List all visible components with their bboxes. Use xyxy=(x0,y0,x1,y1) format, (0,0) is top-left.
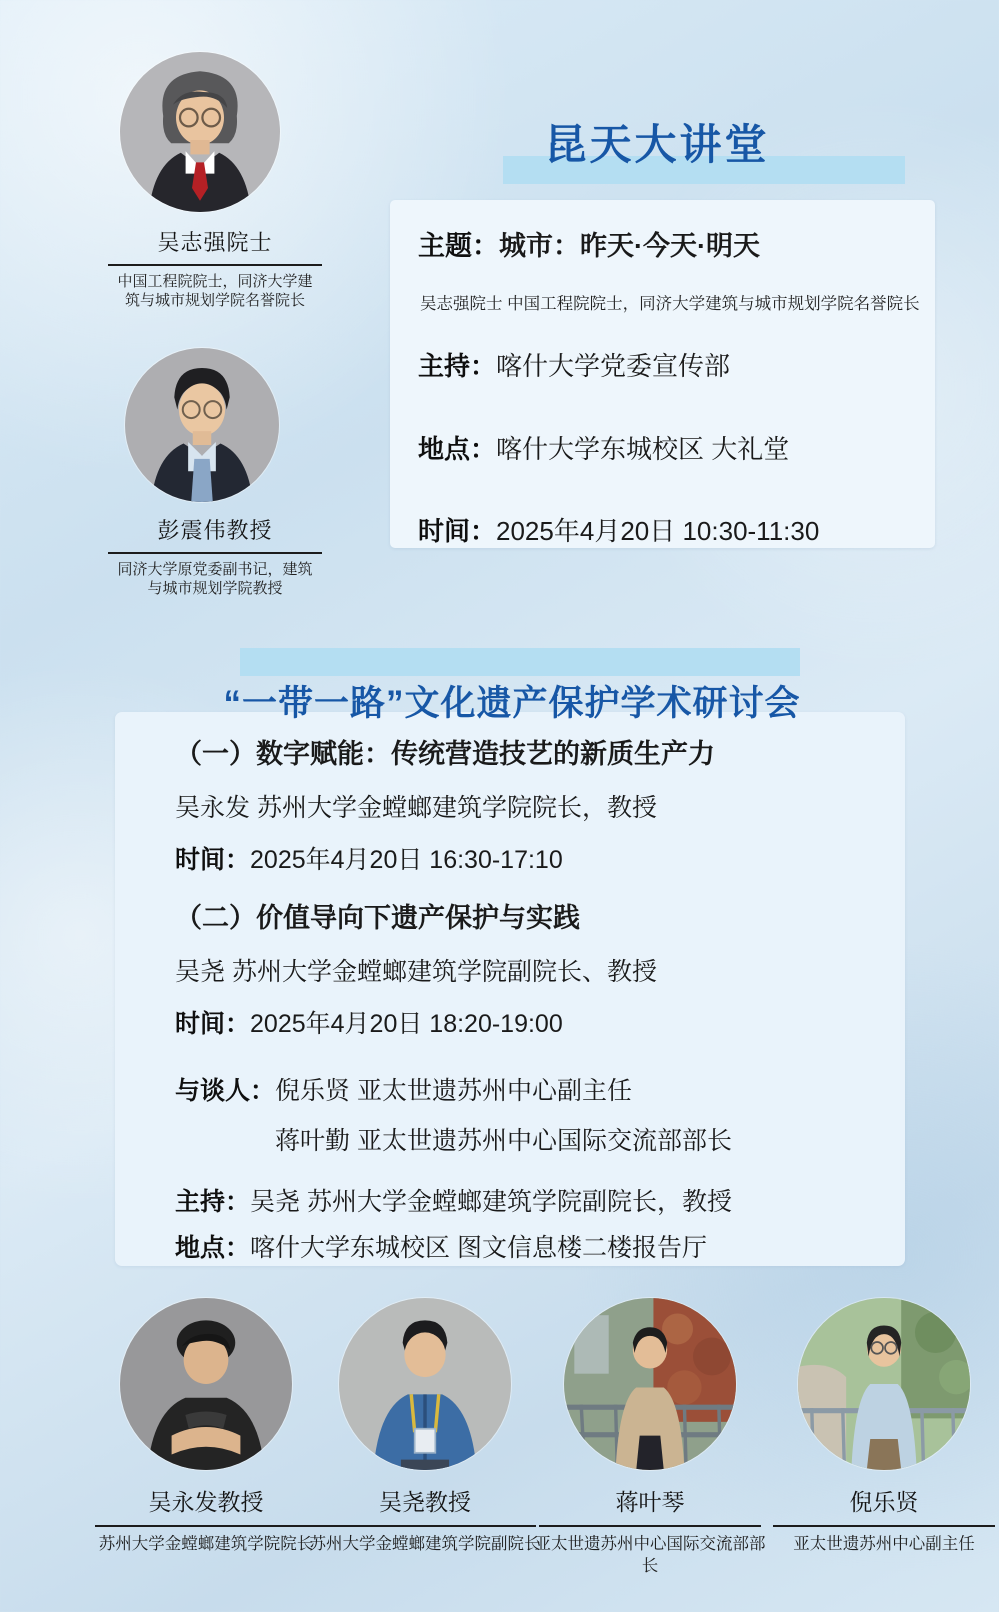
time-label: 时间： xyxy=(418,516,497,546)
speaker-card-wu-zhiqiang xyxy=(55,226,375,310)
time-label: 时间： xyxy=(175,1010,251,1038)
seminar-host-row xyxy=(175,1182,732,1218)
speaker-title-line2: 与城市规划学院教授 xyxy=(147,580,283,598)
topic-row xyxy=(418,224,760,263)
profile-card-wu-yao xyxy=(309,1298,541,1556)
profile-photo-jiang-yeqin xyxy=(564,1298,736,1470)
session1-speaker: 吴永发 苏州大学金螳螂建筑学院院长，教授 xyxy=(175,794,657,822)
panelists-label: 与谈人： xyxy=(175,1077,276,1105)
profile-title: 苏州大学金螳螂建筑学院院长 xyxy=(98,1535,314,1553)
topic-label: 主题： xyxy=(418,231,499,261)
time-value: 2025年4月20日 18:20-19:00 xyxy=(250,1010,563,1038)
profile-name: 倪乐贤 xyxy=(849,1489,919,1515)
profile-name: 吴永发教授 xyxy=(148,1489,264,1515)
speaker-name: 吴志强院士 xyxy=(157,230,273,255)
host-row xyxy=(418,346,730,383)
speaker-title-line2: 筑与城市规划学院名誉院长 xyxy=(124,292,305,310)
venue-label: 地点： xyxy=(418,434,497,464)
profile-card-ni-lexian xyxy=(768,1298,999,1556)
profile-card-wu-yongfa xyxy=(90,1298,322,1556)
time-row xyxy=(418,511,819,548)
venue-value: 喀什大学东城校区 大礼堂 xyxy=(496,434,790,464)
panelist-item: 倪乐贤 亚太世遗苏州中心副主任 xyxy=(275,1077,632,1105)
profile-title: 苏州大学金螳螂建筑学院副院长 xyxy=(309,1535,541,1553)
panelists-row xyxy=(175,1066,732,1166)
venue-row xyxy=(418,429,789,466)
divider-line xyxy=(539,1525,762,1527)
speaker-card-peng-zhenwei xyxy=(55,514,375,598)
speaker-title-line1: 同济大学原党委副书记，建筑 xyxy=(117,561,313,578)
session2-speaker: 吴尧 苏州大学金螳螂建筑学院副院长、教授 xyxy=(175,958,657,986)
host-value: 吴尧 苏州大学金螳螂建筑学院副院长，教授 xyxy=(250,1188,732,1216)
lecture-title: 昆天大讲堂 xyxy=(544,121,770,168)
divider-line xyxy=(314,1525,537,1527)
speaker-name: 彭震伟教授 xyxy=(157,518,273,543)
seminar-venue-row xyxy=(175,1228,707,1264)
profile-photo-wu-yao xyxy=(339,1298,511,1470)
profile-title: 亚太世遗苏州中心副主任 xyxy=(793,1535,975,1553)
session2-time-row xyxy=(175,1004,563,1040)
person-portrait-icon xyxy=(798,1298,970,1470)
speaker-photo-peng-zhenwei xyxy=(125,348,279,502)
venue-label: 地点： xyxy=(175,1234,251,1262)
divider-line xyxy=(108,264,322,266)
person-portrait-icon xyxy=(564,1298,736,1470)
panelists-list xyxy=(275,1066,732,1166)
profile-photo-ni-lexian xyxy=(798,1298,970,1470)
panelist-item: 蒋叶勤 亚太世遗苏州中心国际交流部部长 xyxy=(275,1127,732,1155)
host-value: 喀什大学党委宣传部 xyxy=(496,351,731,381)
speaker-title-line1: 中国工程院院士，同济大学建 xyxy=(117,273,313,290)
divider-line xyxy=(108,552,322,554)
profile-name: 吴尧教授 xyxy=(379,1489,471,1515)
speaker-note: 吴志强院士 中国工程院院士，同济大学建筑与城市规划学院名誉院长 xyxy=(420,295,920,313)
time-label: 时间： xyxy=(175,846,251,874)
speaker-photo-wu-zhiqiang xyxy=(120,52,280,212)
seminar-title-highlight-bar xyxy=(240,648,800,676)
time-value: 2025年4月20日 10:30-11:30 xyxy=(496,516,820,546)
divider-line xyxy=(773,1525,996,1527)
session1-heading: （一）数字赋能：传统营造技艺的新质生产力 xyxy=(175,739,715,769)
profile-name: 蒋叶琴 xyxy=(615,1489,685,1515)
person-portrait-icon xyxy=(120,52,280,212)
session2-heading: （二）价值导向下遗产保护与实践 xyxy=(175,903,580,933)
person-portrait-icon xyxy=(120,1298,292,1470)
lecture-info-panel xyxy=(390,200,935,548)
topic-value: 城市：昨天·今天·明天 xyxy=(499,231,760,261)
seminar-title: “一带一路”文化遗产保护学术研讨会 xyxy=(223,684,801,723)
seminar-content-box xyxy=(115,712,905,1266)
session1-time-row xyxy=(175,840,563,876)
host-label: 主持： xyxy=(418,351,497,381)
person-portrait-icon xyxy=(339,1298,511,1470)
profile-card-jiang-yeqin xyxy=(534,1298,766,1578)
divider-line xyxy=(95,1525,318,1527)
venue-value: 喀什大学东城校区 图文信息楼二楼报告厅 xyxy=(250,1234,707,1262)
time-value: 2025年4月20日 16:30-17:10 xyxy=(250,846,563,874)
person-portrait-icon xyxy=(125,348,279,502)
profile-title: 亚太世遗苏州中心国际交流部部长 xyxy=(534,1535,766,1575)
profile-photo-wu-yongfa xyxy=(120,1298,292,1470)
host-label: 主持： xyxy=(175,1188,251,1216)
